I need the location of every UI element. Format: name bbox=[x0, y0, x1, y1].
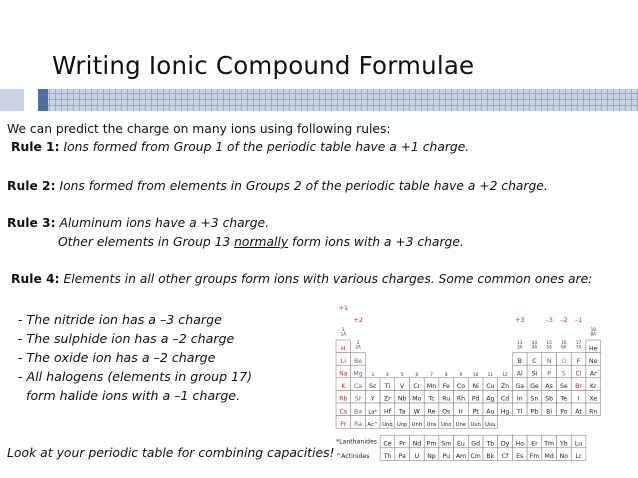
lanthanide-symbol: Lu bbox=[574, 440, 583, 448]
element-symbol: Ga bbox=[515, 383, 525, 391]
actinide-symbol: No bbox=[559, 453, 569, 461]
element-symbol: Ge bbox=[530, 383, 539, 391]
actinides-label: ^Actinides bbox=[336, 452, 370, 460]
element-symbol: S bbox=[561, 370, 566, 378]
element-symbol: Ru bbox=[442, 395, 451, 403]
band-accent bbox=[38, 89, 48, 111]
element-symbol: In bbox=[516, 395, 523, 403]
element-symbol: Ni bbox=[472, 383, 479, 391]
element-symbol: Xe bbox=[589, 395, 598, 403]
actinide-symbol: Lr bbox=[575, 453, 582, 461]
element-symbol: Ne bbox=[589, 357, 598, 365]
element-symbol: N bbox=[546, 357, 552, 365]
periodic-table bbox=[334, 300, 632, 476]
lanthanide-symbol: Er bbox=[531, 440, 538, 448]
element-symbol: Zn bbox=[500, 383, 510, 391]
mid-group-label: 4 bbox=[386, 371, 389, 377]
element-symbol: Uuu bbox=[485, 421, 496, 428]
element-symbol: Kr bbox=[589, 383, 597, 391]
mid-group-label: 10 bbox=[472, 371, 479, 377]
element-symbol: I bbox=[577, 395, 580, 403]
group-label-g14b: 4A bbox=[531, 344, 538, 350]
actinide-symbol: Md bbox=[544, 453, 554, 461]
rule-2-label: Rule 2: bbox=[7, 179, 56, 193]
actinide-symbol: Np bbox=[427, 453, 436, 461]
element-symbol: Pt bbox=[472, 408, 479, 416]
charge-g1: +1 bbox=[338, 304, 349, 312]
mid-group-label: 3 bbox=[371, 371, 375, 377]
lanthanide-symbol: Tm bbox=[544, 440, 555, 448]
element-symbol: Pb bbox=[530, 408, 539, 416]
element-symbol: Uun bbox=[470, 421, 481, 428]
element-symbol: V bbox=[400, 383, 405, 391]
group-label-g18: 18 bbox=[590, 327, 596, 332]
element-symbol: Ta bbox=[398, 408, 406, 416]
element-symbol: La* bbox=[368, 409, 378, 416]
element-symbol: Mo bbox=[412, 395, 422, 403]
element-symbol: Be bbox=[354, 357, 363, 365]
element-symbol: Ra bbox=[354, 420, 363, 428]
rule-4-label: Rule 4: bbox=[11, 272, 60, 286]
rule-3 bbox=[7, 216, 269, 231]
actinide-symbol: Th bbox=[383, 453, 392, 461]
element-symbol: Sn bbox=[530, 395, 539, 403]
group-label-g15: 15 bbox=[546, 340, 552, 345]
group-label-g18b: 8A bbox=[590, 331, 597, 337]
element-symbol: Ir bbox=[458, 408, 464, 416]
example-4: - All halogens (elements in group 17) bbox=[18, 369, 253, 384]
mid-group-label: 5 bbox=[400, 371, 404, 377]
rule-1-label: Rule 1: bbox=[11, 140, 60, 154]
element-symbol: Sb bbox=[545, 395, 554, 403]
example-1: - The nitride ion has a –3 charge bbox=[18, 312, 222, 327]
mid-group-label: 9 bbox=[459, 371, 463, 377]
element-symbol: Si bbox=[531, 370, 538, 378]
mid-group-label: 12 bbox=[502, 371, 508, 377]
slide-title: Writing Ionic Compound Formulae bbox=[52, 51, 475, 80]
rule-1 bbox=[11, 140, 469, 155]
element-symbol: Fr bbox=[340, 420, 347, 428]
charge-g17: –1 bbox=[574, 316, 583, 324]
lanthanide-symbol: Tb bbox=[486, 440, 495, 448]
charge-g2: +2 bbox=[353, 316, 363, 324]
element-symbol: Se bbox=[559, 383, 568, 391]
element-symbol: K bbox=[341, 383, 346, 391]
lanthanide-symbol: Dy bbox=[500, 440, 510, 448]
group-label-g14: 14 bbox=[531, 340, 538, 345]
element-symbol: Sc bbox=[369, 383, 377, 391]
element-symbol: Os bbox=[442, 408, 451, 416]
actinide-symbol: Pu bbox=[442, 453, 451, 461]
element-symbol: At bbox=[575, 408, 582, 416]
group-label-g1b: 1A bbox=[340, 331, 347, 337]
lanthanide-symbol: Pr bbox=[399, 440, 406, 448]
example-2: - The sulphide ion has a –2 charge bbox=[18, 331, 235, 346]
rule-4-text: Elements in all other groups form ions with various charges. Some common ones are: bbox=[63, 272, 593, 286]
element-symbol: Ba bbox=[354, 408, 363, 416]
intro-text: We can predict the charge on many ions using following rules: bbox=[7, 122, 391, 136]
element-symbol: Pd bbox=[471, 395, 480, 403]
element-symbol: Ti bbox=[384, 383, 391, 391]
element-symbol: Mg bbox=[353, 370, 363, 378]
element-symbol: C bbox=[532, 357, 537, 365]
element-symbol: F bbox=[576, 357, 581, 365]
rule-3-line2-pre: Other elements in Group 13 bbox=[58, 235, 235, 249]
element-symbol: Zr bbox=[384, 395, 391, 403]
element-symbol: Unh bbox=[411, 421, 423, 428]
lanthanide-symbol: Pm bbox=[426, 440, 437, 448]
example-3: - The oxide ion has a –2 charge bbox=[18, 350, 216, 365]
group-label-g13: 13 bbox=[517, 340, 523, 345]
element-symbol: O bbox=[561, 357, 567, 365]
rule-3-text: Aluminum ions have a +3 charge. bbox=[59, 216, 269, 230]
actinide-symbol: Cm bbox=[470, 453, 481, 461]
element-symbol: Rh bbox=[456, 395, 466, 403]
element-symbol: As bbox=[545, 383, 553, 391]
mid-group-label: 7 bbox=[430, 371, 433, 377]
periodic-table-svg bbox=[334, 300, 632, 476]
group-label-g1: 1 bbox=[342, 327, 345, 332]
title-band bbox=[0, 89, 638, 111]
element-symbol: Ac^ bbox=[367, 421, 379, 428]
actinide-symbol: Es bbox=[516, 453, 524, 461]
element-symbol: Hg bbox=[500, 408, 510, 416]
rule-4 bbox=[11, 272, 592, 287]
actinide-symbol: Fm bbox=[529, 453, 540, 461]
element-symbol: Mn bbox=[426, 383, 437, 391]
rule-1-text: Ions formed from Group 1 of the periodic table have a +1 charge. bbox=[63, 140, 470, 154]
actinide-symbol: Am bbox=[455, 453, 467, 461]
band-left-block bbox=[0, 89, 24, 111]
actinide-symbol: Pa bbox=[398, 453, 406, 461]
lanthanide-symbol: Ho bbox=[515, 440, 524, 448]
element-symbol: Y bbox=[370, 395, 375, 403]
element-symbol: Co bbox=[456, 383, 466, 391]
group-label-g17b: 7A bbox=[575, 344, 582, 350]
element-symbol: Au bbox=[486, 408, 495, 416]
element-symbol: Na bbox=[339, 370, 348, 378]
rule-3-line2-underlined: normally bbox=[234, 235, 289, 249]
footer-text: Look at your periodic table for combining capacities! bbox=[7, 445, 335, 460]
element-symbol: Cr bbox=[413, 383, 421, 391]
element-symbol: Cu bbox=[486, 383, 495, 391]
element-symbol: B bbox=[517, 357, 522, 365]
group-label-g16: 16 bbox=[561, 340, 567, 345]
band-main-pattern bbox=[38, 89, 638, 111]
element-symbol: Te bbox=[560, 395, 568, 403]
element-symbol: Li bbox=[340, 357, 346, 365]
rule-3-label: Rule 3: bbox=[7, 216, 56, 230]
element-symbol: H bbox=[341, 345, 346, 353]
element-symbol: Uns bbox=[426, 421, 437, 428]
element-symbol: W bbox=[413, 408, 420, 416]
element-symbol: Fe bbox=[442, 383, 450, 391]
charge-g16: –2 bbox=[560, 316, 568, 324]
element-symbol: Rb bbox=[339, 395, 348, 403]
element-symbol: Nb bbox=[397, 395, 407, 403]
element-symbol: P bbox=[547, 370, 552, 378]
element-symbol: Br bbox=[575, 383, 582, 391]
lanthanide-symbol: Ce bbox=[383, 440, 392, 448]
charge-g13: +3 bbox=[514, 316, 525, 324]
actinide-symbol: U bbox=[414, 453, 420, 461]
element-symbol: Bi bbox=[546, 408, 553, 416]
group-label-g2b: 2A bbox=[355, 344, 361, 350]
element-symbol: Re bbox=[427, 408, 436, 416]
element-symbol: Rn bbox=[589, 408, 598, 416]
lanthanide-symbol: Eu bbox=[457, 440, 465, 448]
element-symbol: Po bbox=[560, 408, 568, 416]
element-symbol: Cd bbox=[500, 395, 510, 403]
actinide-symbol: Bk bbox=[486, 453, 495, 461]
element-symbol: Ar bbox=[589, 370, 597, 378]
group-label-g13b: 3A bbox=[516, 344, 523, 350]
element-symbol: Hf bbox=[384, 408, 391, 416]
element-symbol: Tl bbox=[517, 408, 523, 416]
element-symbol: He bbox=[589, 345, 598, 353]
element-symbol: Unq bbox=[382, 421, 393, 428]
element-symbol: Ag bbox=[486, 395, 495, 403]
rule-2-text: Ions formed from elements in Groups 2 of the periodic table have a +2 charge. bbox=[59, 179, 548, 193]
rule-3-line2 bbox=[58, 235, 464, 250]
example-5: form halide ions with a –1 charge. bbox=[18, 388, 241, 403]
actinide-symbol: Cf bbox=[501, 453, 509, 461]
mid-group-label: 6 bbox=[415, 371, 419, 377]
lanthanide-symbol: Sm bbox=[441, 440, 452, 448]
element-symbol: Uno bbox=[441, 421, 452, 428]
mid-group-label: 8 bbox=[444, 371, 448, 377]
element-symbol: Une bbox=[455, 421, 467, 428]
element-symbol: Cl bbox=[575, 370, 582, 378]
element-symbol: Unp bbox=[396, 421, 408, 428]
lanthanides-label: *Lanthanides bbox=[336, 438, 377, 446]
rule-3-line2-post: form ions with a +3 charge. bbox=[288, 235, 464, 249]
mid-group-label: 11 bbox=[487, 371, 494, 377]
lanthanide-symbol: Gd bbox=[471, 440, 481, 448]
group-label-g16b: 6A bbox=[561, 344, 567, 350]
charge-g15: –3 bbox=[545, 316, 553, 324]
element-symbol: Cs bbox=[339, 408, 348, 416]
element-symbol: Ca bbox=[353, 383, 363, 391]
lanthanide-symbol: Yb bbox=[559, 440, 568, 448]
group-label-g2: 2 bbox=[356, 340, 360, 345]
group-label-g15b: 5A bbox=[546, 344, 552, 350]
element-symbol: Tc bbox=[428, 395, 435, 403]
element-symbol: Sr bbox=[354, 395, 362, 403]
lanthanide-symbol: Nd bbox=[412, 440, 422, 448]
group-label-g17: 17 bbox=[575, 340, 582, 345]
element-symbol: Al bbox=[516, 370, 523, 378]
rule-2 bbox=[7, 179, 548, 194]
